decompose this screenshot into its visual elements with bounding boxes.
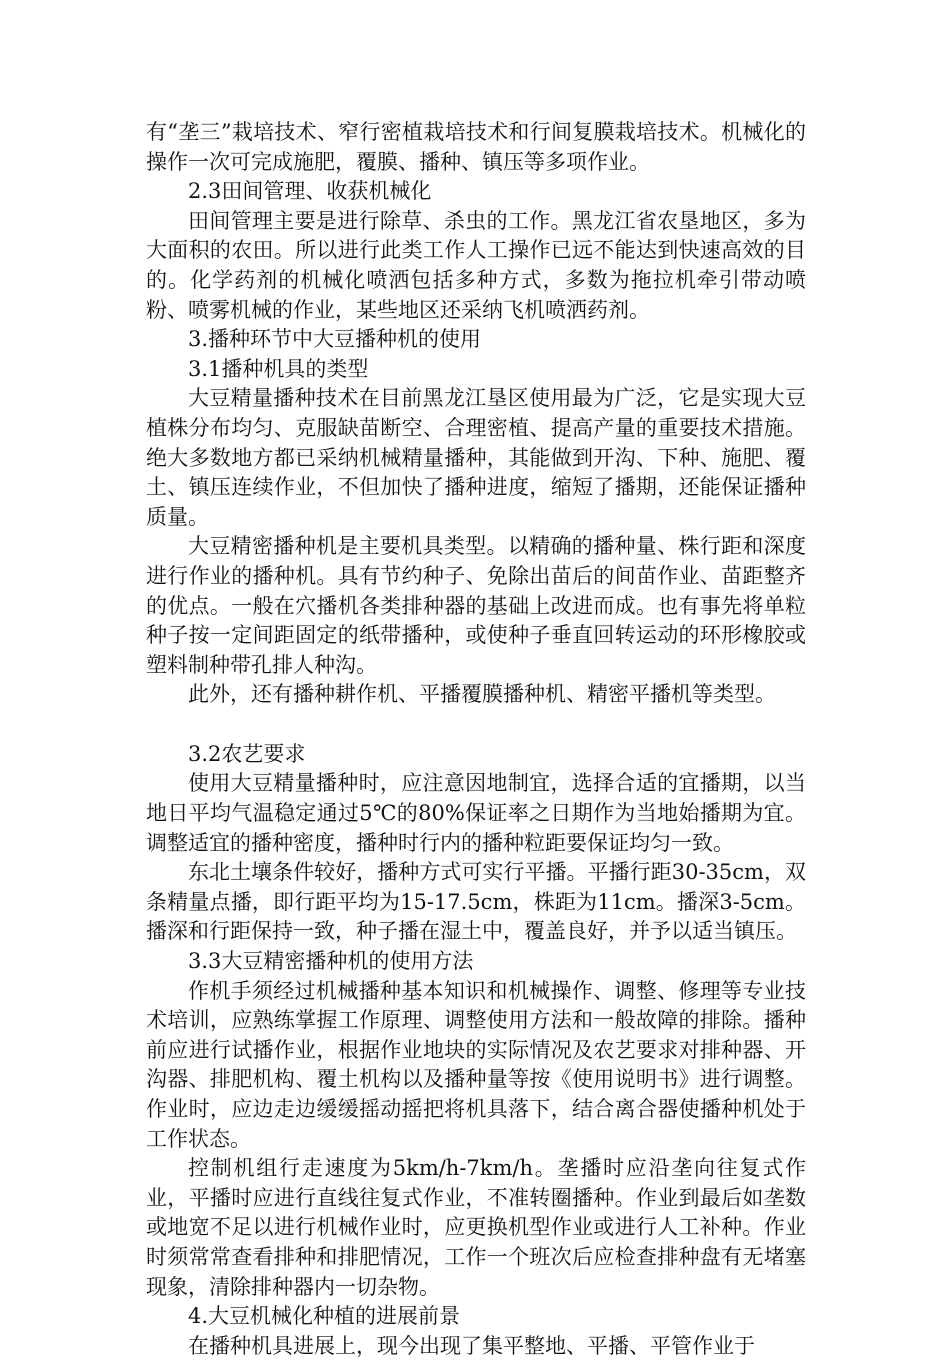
blank-line: [146, 710, 806, 740]
section-heading-3-2: 3.2农艺要求: [188, 741, 306, 766]
section-heading-3: 3.播种环节中大豆播种机的使用: [188, 327, 482, 352]
paragraph: 控制机组行走速度为5km/h-7km/h。垄播时应沿垄向往复式作业，平播时应进行直线往复式作业，不准转圈播种。作业到最后如垄数或地宽不足以进行机械作业时，应更换机型作业或进行人工补种。作业时须常常查看排种和排肥情况，工作一个班次后应检查排种盘有无堵塞现象，清除排种器内一切杂物。: [146, 1156, 806, 1299]
paragraph: 使用大豆精量播种时，应注意因地制宜，选择合适的宜播期，以当地日平均气温稳定通过5℃的80%保证率之日期作为当地始播期为宜。调整适宜的播种密度，播种时行内的播种粒距要保证均匀一致。: [146, 771, 806, 855]
paragraph: 大豆精量播种技术在目前黑龙江垦区使用最为广泛，它是实现大豆植株分布均匀、克服缺苗断空、合理密植、提高产量的重要技术措施。绝大多数地方都已采纳机械精量播种，其能做到开沟、下种、施肥、覆土、镇压连续作业，不但加快了播种进度，缩短了播期，还能保证播种质量。: [146, 386, 806, 529]
paragraph: 作机手须经过机械播种基本知识和机械操作、调整、修理等专业技术培训，应熟练掌握工作原理、调整使用方法和一般故障的排除。播种前应进行试播作业，根据作业地块的实际情况及农艺要求对排种器、开沟器、排肥机构、覆土机构以及播种量等按《使用说明书》进行调整。作业时，应边走边缓缓摇动摇把将机具落下，结合离合器使播种机处于工作状态。: [146, 978, 806, 1151]
paragraph: 东北土壤条件较好，播种方式可实行平播。平播行距30-35cm，双条精量点播，即行距平均为15-17.5cm，株距为11cm。播深3-5cm。播深和行距保持一致，种子播在湿土中，覆盖良好，并予以适当镇压。: [146, 860, 806, 944]
paragraph-continued: 有“垄三”栽培技术、窄行密植栽培技术和行间复膜栽培技术。机械化的操作一次可完成施肥，覆膜、播种、镇压等多项作业。: [146, 120, 806, 174]
paragraph: 大豆精密播种机是主要机具类型。以精确的播种量、株行距和深度进行作业的播种机。具有节约种子、免除出苗后的间苗作业、苗距整齐的优点。一般在穴播机各类排种器的基础上改进而成。也有事先将单粒种子按一定间距固定的纸带播种，或使种子垂直回转运动的环形橡胶或塑料制种带孔排人种沟。: [146, 534, 806, 677]
section-heading-2-3: 2.3田间管理、收获机械化: [188, 179, 432, 204]
section-heading-3-3: 3.3大豆精密播种机的使用方法: [188, 949, 474, 974]
paragraph: 在播种机具进展上，现今出现了集平整地、平播、平管作业于: [188, 1333, 755, 1358]
section-heading-3-1: 3.1播种机具的类型: [188, 356, 369, 381]
paragraph: 此外，还有播种耕作机、平播覆膜播种机、精密平播机等类型。: [188, 682, 776, 707]
section-heading-4: 4.大豆机械化种植的进展前景: [188, 1304, 461, 1329]
document-body: [146, 118, 806, 1361]
paragraph: 田间管理主要是进行除草、杀虫的工作。黑龙江省农垦地区，多为大面积的农田。所以进行此类工作人工操作已远不能达到快速高效的目的。化学药剂的机械化喷洒包括多种方式，多数为拖拉机牵引带动喷粉、喷雾机械的作业，某些地区还采纳飞机喷洒药剂。: [146, 208, 806, 322]
